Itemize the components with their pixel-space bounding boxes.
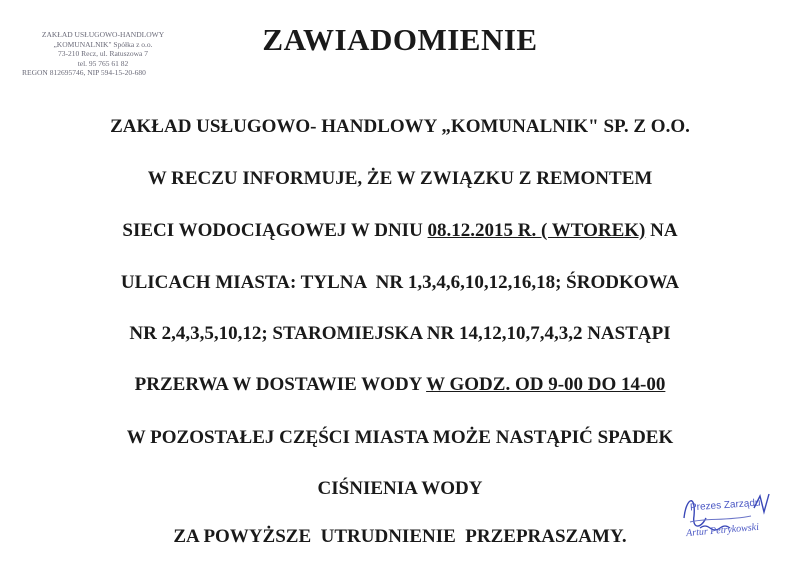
- stamp-line: ZAKŁAD USŁUGOWO-HANDLOWY: [41, 30, 165, 39]
- notice-line: ULICACH MIASTA: TYLNA NR 1,3,4,6,10,12,16,18; ŚRODKOWA: [120, 272, 680, 293]
- signature-scribble: [676, 488, 786, 548]
- stamp-line: 73-210 Recz, ul. Ratuszowa 7: [58, 49, 148, 58]
- notice-line: [0, 374, 800, 396]
- outage-date: 08.12.2015 R. ( WTOREK): [427, 220, 646, 241]
- notice-text: PRZERWA W DOSTAWIE WODY: [134, 374, 427, 395]
- notice-text: NA: [645, 220, 678, 241]
- stamp-line: tel. 95 765 61 82: [77, 58, 129, 68]
- notice-line: W POZOSTAŁEJ CZĘŚCI MIASTA MOŻE NASTĄPIĆ SPADEK: [126, 427, 674, 448]
- notice-line: CIŚNIENIA WODY: [317, 478, 483, 499]
- notice-line: ZA POWYŻSZE UTRUDNIENIE PRZEPRASZAMY.: [173, 526, 627, 547]
- notice-line: [0, 220, 800, 242]
- signature-stamp: [676, 488, 786, 548]
- notice-title: ZAWIADOMIENIE: [262, 22, 538, 57]
- notice-line: NR 2,4,3,5,10,12; STAROMIEJSKA NR 14,12,10,7,4,3,2 NASTĄPI: [129, 323, 671, 344]
- signature-name: Artur Petrykowski: [685, 521, 760, 540]
- notice-line: W RECZU INFORMUJE, ŻE W ZWIĄZKU Z REMONTEM: [147, 168, 653, 189]
- notice-text: SIECI WODOCIĄGOWEJ W DNIU: [122, 220, 428, 241]
- outage-hours: W GODZ. OD 9-00 DO 14-00: [426, 374, 666, 395]
- signature-role: Prezes Zarządu: [689, 497, 761, 514]
- stamp-line: „KOMUNALNIK" Spółka z o.o.: [53, 39, 153, 49]
- stamp-line: REGON 812695746, NIP 594-15-20-680: [22, 68, 146, 77]
- notice-line: ZAKŁAD USŁUGOWO- HANDLOWY „KOMUNALNIK" SP. Z O.O.: [110, 116, 690, 137]
